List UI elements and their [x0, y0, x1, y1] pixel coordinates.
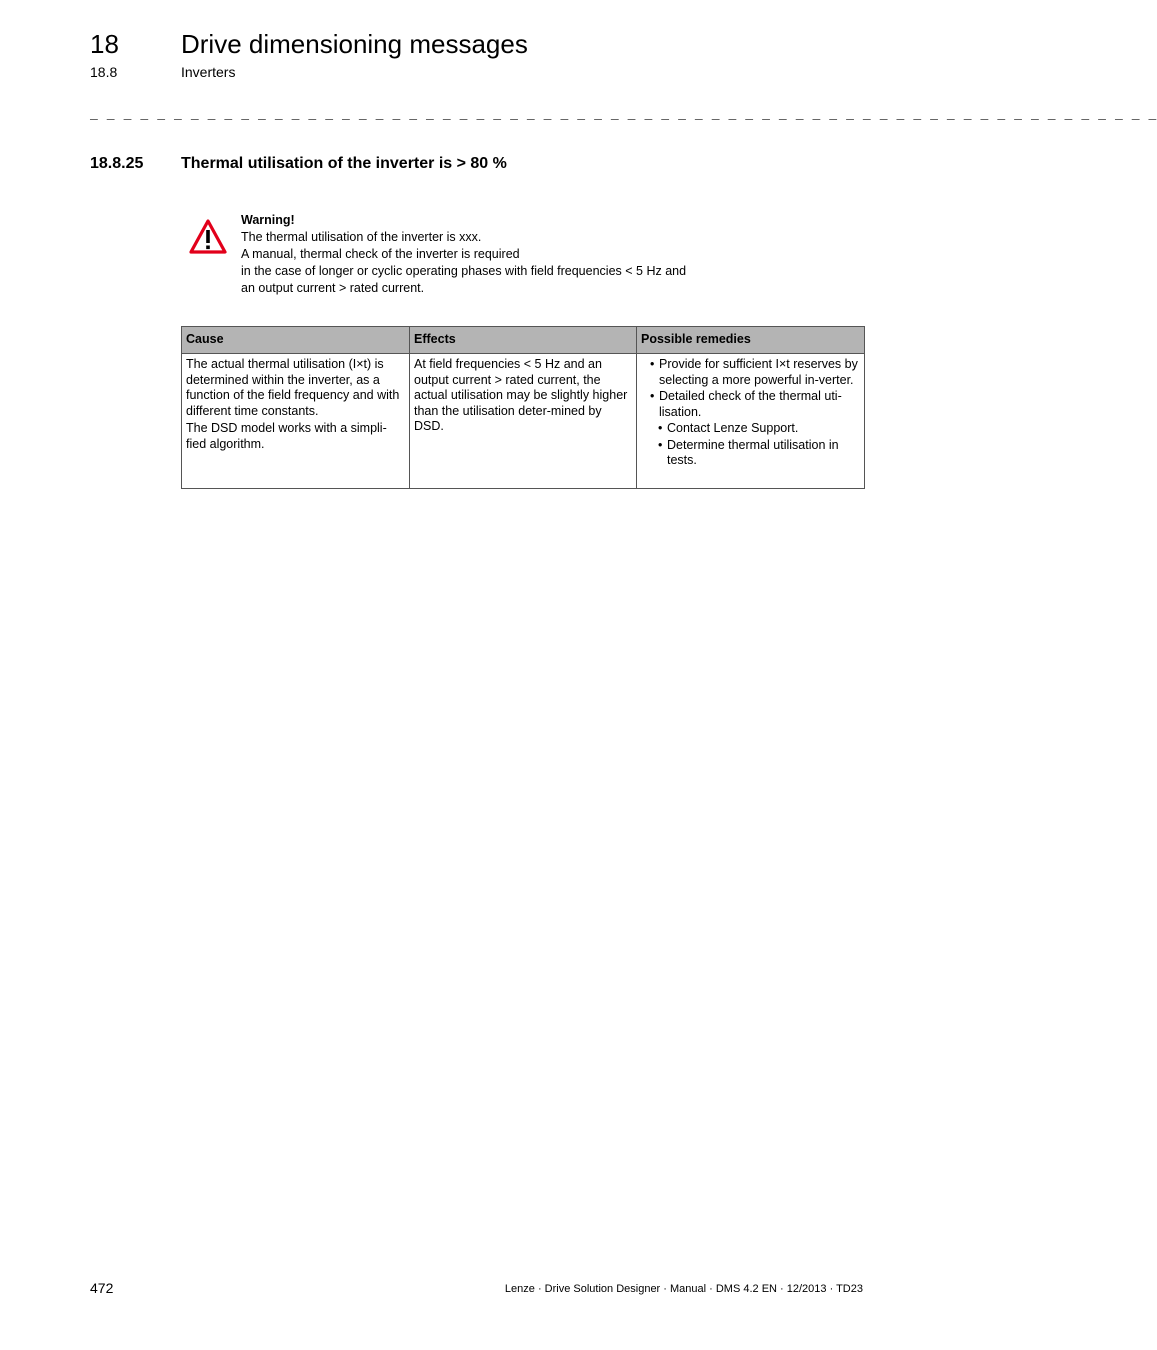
warning-title: Warning! — [241, 213, 295, 227]
messages-table — [181, 326, 865, 489]
chapter-number: 18 — [90, 29, 119, 59]
warning-line: A manual, thermal check of the inverter is required — [241, 247, 520, 261]
list-item: • Provide for sufficient I×t reserves by selecting a more powerful in-verter. — [659, 357, 860, 388]
list-item: • Detailed check of the thermal uti-lisation. — [659, 389, 860, 420]
section-number: 18.8 — [90, 64, 118, 80]
remedies-cell — [637, 354, 865, 489]
table-row — [182, 354, 865, 489]
heading-number: 18.8.25 — [90, 155, 144, 172]
list-item: • Determine thermal utilisation in tests. — [667, 438, 860, 469]
effects-cell: At field frequencies < 5 Hz and an output current > rated current, the actual utilisation may be slightly higher than the utilisation deter-mined by DSD. — [410, 354, 637, 489]
section-title: Inverters — [181, 64, 236, 80]
warning-line: in the case of longer or cyclic operating phases with field frequencies < 5 Hz and — [241, 264, 687, 278]
list-item: • Contact Lenze Support. — [667, 421, 860, 437]
footer-text: Lenze · Drive Solution Designer · Manual · DMS 4.2 EN · 12/2013 · TD23 — [504, 1283, 863, 1295]
warning-triangle-icon — [189, 219, 227, 255]
header-divider: _ _ _ _ _ _ _ _ _ _ _ _ _ _ _ _ _ _ _ _ _ _ _ _ _ _ _ _ _ _ _ _ _ _ _ _ _ _ _ _ _ _ _ _ _ _ _ _ _ _ _ _ _ _ _ _ _ _ _ _ _ _ _ _ — [90, 107, 1157, 122]
heading-title: Thermal utilisation of the inverter is > 80 % — [181, 155, 507, 172]
cause-cell — [182, 354, 410, 489]
chapter-title: Drive dimensioning messages — [181, 29, 528, 59]
sub-remedies-list — [641, 421, 860, 469]
column-header-remedies: Possible remedies — [637, 327, 865, 354]
column-header-effects: Effects — [410, 327, 637, 354]
warning-line: an output current > rated current. — [241, 281, 425, 295]
table-header-row — [182, 327, 865, 354]
cause-text: The DSD model works with a simpli-fied algorithm. — [186, 421, 387, 451]
warning-line: The thermal utilisation of the inverter is xxx. — [241, 230, 482, 244]
cause-text: The actual thermal utilisation (I×t) is determined within the inverter, as a function of the field frequency and with different time constants. — [186, 357, 400, 418]
page-number: 472 — [90, 1280, 114, 1296]
warning-block — [241, 212, 741, 297]
remedies-list — [641, 357, 860, 420]
column-header-cause: Cause — [182, 327, 410, 354]
